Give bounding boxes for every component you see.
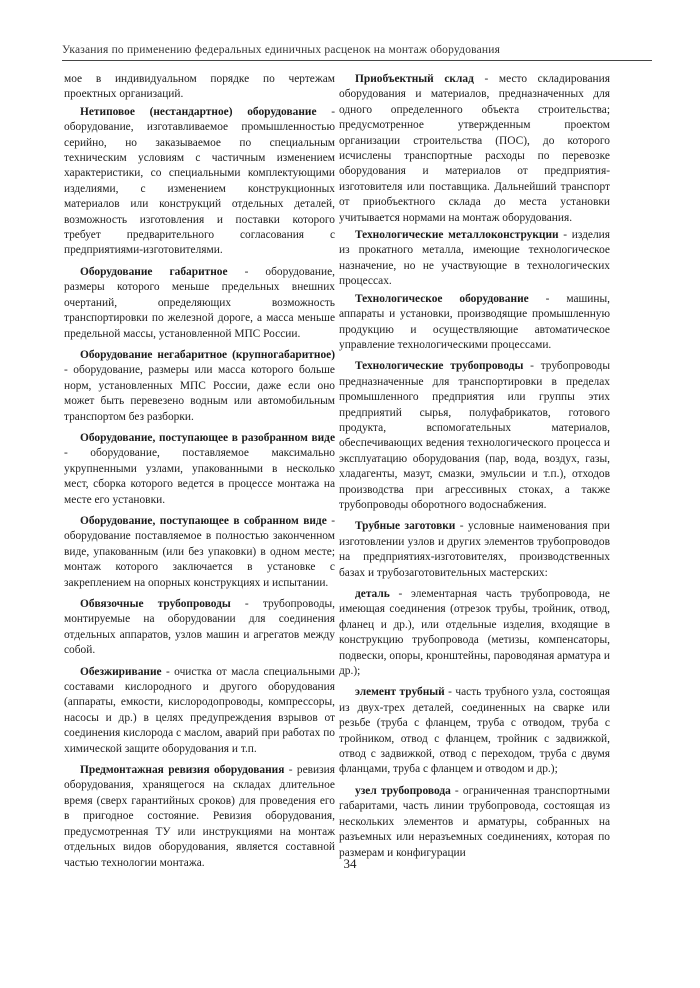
definition-paragraph (64, 348, 335, 425)
definition-text: - элементарная часть трубопровода, не имеющая соединения (отрезок трубы, тройник, отвод, фланец и др.), или отдельные изделия, входящие в конструкцию трубопровода (метизы, компенсаторы, подвески, опоры, кронштейны, пароводяная арматура и др.); (339, 588, 610, 678)
paragraph (64, 72, 335, 103)
definition-text: - оборудование, размеры или масса которого больше норм, установленных МПС России, даже если оно может быть перевезено водным или автомобильным транспортом без разборки. (64, 364, 335, 423)
definition-text: - часть трубного узла, состоящая из двух-трех деталей, соединенных на сварке или резьбе (труба с фланцем, труба с отводом, труба с тройником, отвод с фланцем, тройник с задвижкой, отвод с задвижкой, отвод с переходом, труба с двумя фланцами, труба с фланцем и отводом и др.); (339, 686, 610, 776)
definition-term: Предмонтажная ревизия оборудования (80, 764, 285, 777)
definition-text: - трубопроводы предназначенные для транспортировки в пределах промышленного предприятия или группы этих предприятий сырья, полуфабрикатов, готового продукта, вспомогательных материалов, обеспечивающих ведения технологического процесса и эксплуатацию оборудования (пар, вода, воздух, газы, хладагенты, мазут, смазки, эмульсии и т.п.), отходов производства при агрессивных стоках, а также трубопроводы оборотного водоснабжения. (339, 360, 610, 511)
definition-term: элемент трубный (355, 686, 445, 699)
definition-paragraph (339, 519, 610, 581)
definition-paragraph (339, 685, 610, 777)
definition-paragraph (64, 763, 335, 871)
definition-text: - место складирования оборудования и материалов, предназначенных для одного определенного объекта строительства; предусмотренное утвержденным проектом организации строительства (ПОС), до которого исчислены транспортные расходы по перевозке оборудования и материалов от предприятия-изготовителя или поставщика. Дальнейший транспорт от приобъектного склада до места установки учитывается нормами на монтаж оборудования. (339, 73, 610, 224)
definition-paragraph (339, 72, 610, 226)
definition-term: Оборудование негабаритное (крупногабаритное) (80, 348, 335, 361)
definition-term: деталь (355, 588, 390, 600)
page-number: 34 (343, 856, 357, 871)
definition-text: - трубопроводы, монтируемые на оборудовании для соединения отдельных аппаратов, узлов машин и агрегатов между собой. (64, 598, 336, 657)
definition-text: - ревизия оборудования, хранящегося на складах длительное время (сверх гарантийных сроков) для проведения его в пригодное состояние. Ревизия оборудования, предусмотренная ТУ или инструкциями на монтаж отдельных видов оборудования, является составной частью технологии монтажа. (64, 764, 335, 869)
definition-term: Обвязочные трубопроводы (80, 598, 231, 610)
left-column (64, 72, 335, 873)
definition-term: Обезжиривание (80, 665, 162, 678)
definition-paragraph (339, 359, 610, 513)
definition-term: Технологические металлоконструкции (355, 229, 559, 242)
definition-text: - оборудование, размеры которого меньше предельных внешних очертаний, определяющих возможность транспортировки по железной дороге, а масса меньше предельной массы, установленной МПС России. (64, 265, 335, 340)
definition-term: Оборудование, поступающее в разобранном виде (80, 431, 335, 444)
definition-paragraph (339, 784, 610, 861)
definition-text: - оборудование, изготавливаемое промышленностью серийно, но заказываемое по специальным техническим условиям с частичным изменением характеристики, со специальными комплектующими изделиями, с изменением конструкционных материалов или конструкций отдельных деталей, возможность изготовления и поставки которого требует предварительного согласования с предприятиями-изготовителями. (64, 105, 335, 257)
definition-text: - машины, аппараты и установки, производящие промышленную продукцию и осуществляющие автоматическое управление технологическими процессами. (339, 292, 610, 351)
running-header: Указания по применению федеральных единичных расценок на монтаж оборудования (62, 44, 652, 61)
definition-text: - оборудование, поставляемое максимально укрупненными узлами, упакованными в несколько мест, сборка которого ведется в процессе монтажа на месте его установки. (64, 447, 335, 506)
definition-paragraph (64, 597, 335, 659)
definition-paragraph (64, 665, 335, 757)
definition-text: - очистка от масла специальными составами кислородного и другого оборудования (аппараты, емкости, кислородопроводы, компрессоры, насосы и др.) в целях предупреждения взрывов от соединения кислорода с маслом, аварий при работах по химической защите оборудования и т.п. (64, 665, 335, 755)
definition-term: Трубные заготовки (355, 520, 456, 533)
definition-text: - условные наименования при изготовлении узлов и других элементов трубопроводов на предприятиях-изготовителях, производственных базах и трубозаготовительных мастерских: (339, 520, 610, 579)
definition-paragraph (64, 431, 335, 508)
definition-paragraph (339, 587, 610, 679)
right-column (339, 72, 610, 863)
paragraph-text: мое в индивидуальном порядке по чертежам проектных организаций. (64, 73, 335, 101)
definition-term: Технологическое оборудование (355, 292, 529, 305)
definition-text: - ограниченная транспортными габаритами, часть линии трубопровода, состоящая из нескольких элементов и арматуры, собранных на разъемных или неразъемных соединениях, которая по размерам и конфигурации (339, 784, 610, 859)
definition-term: Нетиповое (нестандартное) оборудование (80, 105, 317, 118)
definition-term: Приобъектный склад (355, 73, 474, 85)
definition-term: узел трубопровода (355, 784, 451, 797)
definition-text: - изделия из прокатного металла, имеющие технологическое назначение, но не участвующие в технологических процессах. (339, 229, 611, 288)
definition-text: - оборудование поставляемое в полностью законченном виде, упакованным (или без упаковки) в одном месте; монтаж которого заключается в установке с закреплением на опорных конструкциях и испытании. (64, 514, 335, 589)
definition-paragraph (339, 292, 610, 354)
definition-paragraph (64, 105, 335, 259)
definition-term: Оборудование, поступающее в собранном виде (80, 514, 327, 527)
definition-paragraph (64, 265, 335, 342)
definition-paragraph (339, 228, 610, 290)
definition-term: Оборудование габаритное (80, 265, 228, 278)
definition-paragraph (64, 514, 335, 591)
definition-term: Технологические трубопроводы (355, 360, 524, 373)
